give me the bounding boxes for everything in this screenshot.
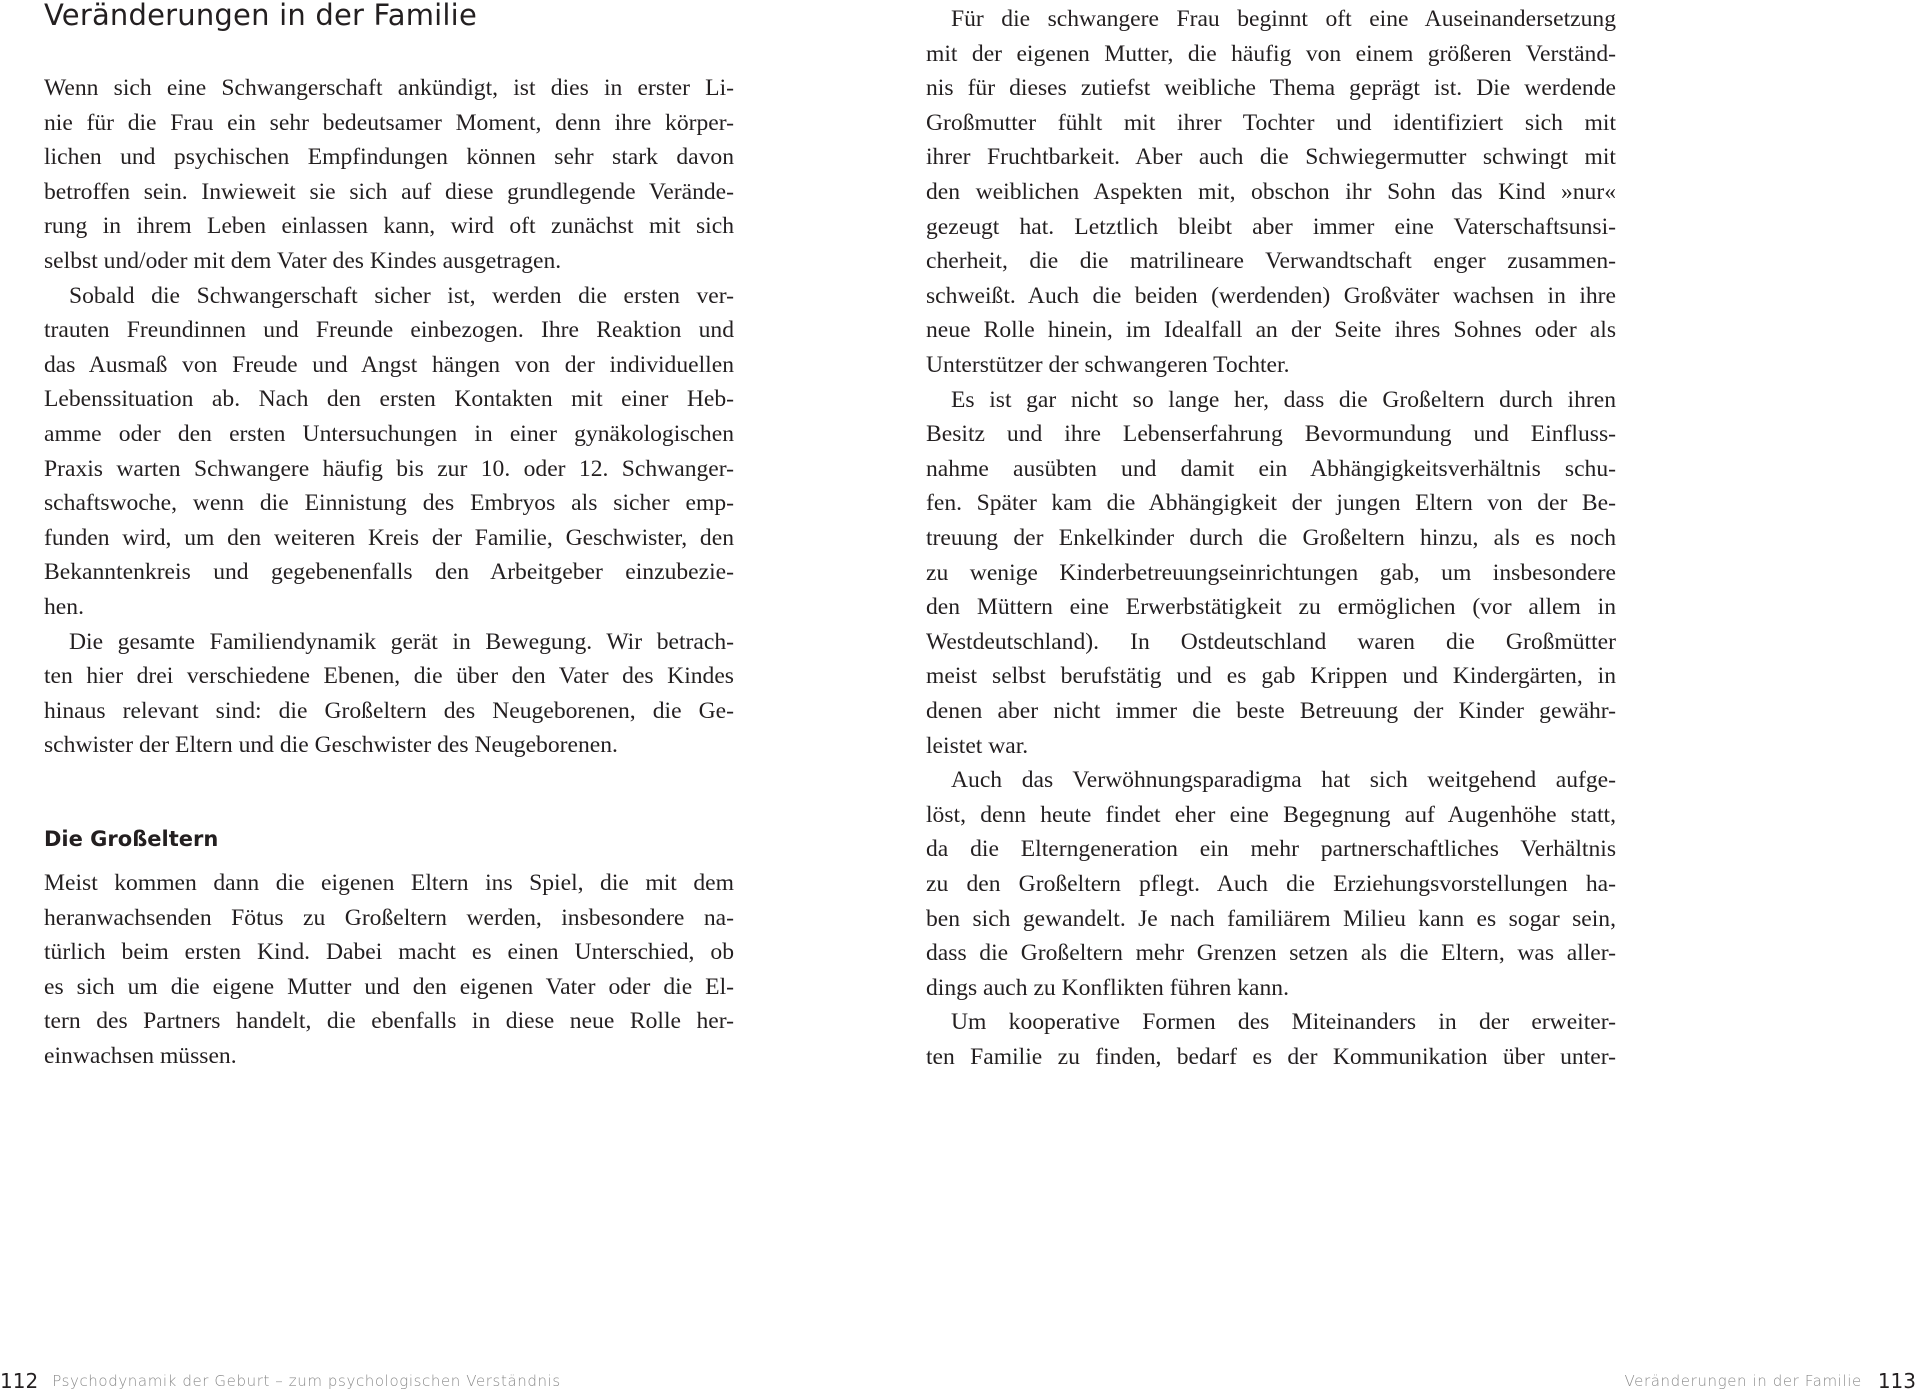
text-line: neue Rolle hinein, im Idealfall an der Seite ihres Sohnes oder als [926,317,1616,344]
text-line: denen aber nicht immer die beste Betreuung der Kinder gewähr- [926,698,1616,724]
running-head: Psychodynamik der Geburt – zum psychologischen Verständnis [52,1372,561,1390]
text-line: Unterstützer der schwangeren Tochter. [926,352,1290,378]
text-line: Sobald die Schwangerschaft sicher ist, werden die ersten ver- [69,282,734,309]
text-line: zu wenige Kinderbetreuungseinrichtungen gab, um insbesondere [926,559,1616,586]
text-line: schaftswoche, wenn die Einnistung des Embryos als sicher emp- [44,490,734,517]
text-line: einwachsen müssen. [44,1043,237,1069]
text-line: treuung der Enkelkinder durch die Großeltern hinzu, als es noch [926,525,1616,551]
text-line: Die gesamte Familiendynamik gerät in Bewegung. Wir betrach- [69,628,734,655]
right-page [926,0,1920,1400]
running-head: Veränderungen in der Familie [1624,1372,1862,1390]
text-line: lichen und psychischen Empfindungen können sehr stark davon [44,144,734,171]
text-line: Um kooperative Formen des Miteinanders in der erweiter- [951,1009,1616,1036]
text-line: Besitz und ihre Lebenserfahrung Bevormundung und Einfluss- [926,421,1616,448]
footer-left [0,1369,561,1399]
text-line: amme oder den ersten Untersuchungen in einer gynäkologischen [44,421,734,447]
text-line: heranwachsenden Fötus zu Großeltern werden, insbesondere na- [44,904,734,931]
text-line: Wenn sich eine Schwangerschaft ankündigt, ist dies in erster Li- [44,75,734,101]
text-line: es sich um die eigene Mutter und den eigenen Vater oder die El- [44,973,734,1000]
text-line: funden wird, um den weiteren Kreis der Familie, Geschwister, den [44,524,734,551]
text-line: zu den Großeltern pflegt. Auch die Erziehungsvorstellungen ha- [926,871,1616,897]
text-line: gezeugt hat. Letztlich bleibt aber immer eine Vaterschaftsunsi- [926,213,1616,240]
text-line: Großmutter fühlt mit ihrer Tochter und identifiziert sich mit [926,109,1616,136]
text-line: trauten Freundinnen und Freunde einbezogen. Ihre Reaktion und [44,317,734,344]
text-line: dass die Großeltern mehr Grenzen setzen als die Eltern, was aller- [926,940,1616,967]
text-line: hinaus relevant sind: die Großeltern des Neugeborenen, die Ge- [44,697,734,724]
text-line: Lebenssituation ab. Nach den ersten Kontakten mit einer Heb- [44,386,734,413]
text-line: mit der eigenen Mutter, die häufig von einem größeren Verständ- [926,40,1616,67]
footer-right [1624,1369,1916,1399]
text-line: cherheit, die die matrilineare Verwandtschaft enger zusammen- [926,248,1616,275]
text-line: schwister der Eltern und die Geschwister des Neugeborenen. [44,732,618,759]
text-line: nie für die Frau ein sehr bedeutsamer Moment, denn ihre körper- [44,109,734,136]
text-line: ten hier drei verschiedene Ebenen, die über den Vater des Kindes [44,663,734,690]
text-line: ihrer Fruchtbarkeit. Aber auch die Schwiegermutter schwingt mit [926,144,1616,171]
text-line: hen. [44,594,84,620]
page-number: 113 [1877,1369,1916,1393]
text-line: Praxis warten Schwangere häufig bis zur 10. oder 12. Schwanger- [44,455,734,482]
section-subheading: Die Großeltern [44,827,219,851]
text-line: nis für dieses zutiefst weibliche Thema geprägt ist. Die werdende [926,75,1616,102]
text-line: nahme ausübten und damit ein Abhängigkeitsverhältnis schu- [926,455,1616,482]
text-line: löst, denn heute findet eher eine Begegnung auf Augenhöhe statt, [926,801,1616,828]
chapter-heading: Veränderungen in der Familie [44,0,477,32]
text-line: betroffen sein. Inwieweit sie sich auf diese grundlegende Verände- [44,178,734,205]
text-line: Bekanntenkreis und gegebenenfalls den Arbeitgeber einzubezie- [44,559,734,586]
text-line: Westdeutschland). In Ostdeutschland waren die Großmütter [926,628,1616,655]
text-line: ben sich gewandelt. Je nach familiärem Milieu kann es sogar sein, [926,905,1616,932]
text-line: meist selbst berufstätig und es gab Krippen und Kindergärten, in [926,663,1616,690]
text-line: Auch das Verwöhnungsparadigma hat sich weitgehend aufge- [951,767,1616,794]
text-line: das Ausmaß von Freude und Angst hängen von der individuellen [44,351,734,378]
text-line: ten Familie zu finden, bedarf es der Kommunikation über unter- [926,1044,1616,1070]
text-line: schweißt. Auch die beiden (werdenden) Großväter wachsen in ihre [926,282,1616,309]
text-line: dings auch zu Konflikten führen kann. [926,974,1289,1001]
text-line: Für die schwangere Frau beginnt oft eine Auseinandersetzung [951,6,1616,32]
text-line: den Müttern eine Erwerbstätigkeit zu ermöglichen (vor allem in [926,594,1616,621]
page-number: 112 [0,1369,39,1393]
text-line: rung in ihrem Leben einlassen kann, wird oft zunächst mit sich [44,213,734,240]
text-line: da die Elterngeneration ein mehr partnerschaftliches Verhältnis [926,836,1616,863]
text-line: selbst und/oder mit dem Vater des Kindes ausgetragen. [44,248,562,274]
text-line: Es ist gar nicht so lange her, dass die Großeltern durch ihren [951,386,1616,413]
text-line: den weiblichen Aspekten mit, obschon ihr Sohn das Kind »nur« [926,179,1616,205]
text-line: Meist kommen dann die eigenen Eltern ins Spiel, die mit dem [44,870,734,896]
text-line: leistet war. [926,732,1029,759]
text-line: fen. Später kam die Abhängigkeit der jungen Eltern von der Be- [926,490,1616,517]
text-line: türlich beim ersten Kind. Dabei macht es einen Unterschied, ob [44,939,734,966]
text-line: tern des Partners handelt, die ebenfalls in diese neue Rolle her- [44,1008,734,1035]
